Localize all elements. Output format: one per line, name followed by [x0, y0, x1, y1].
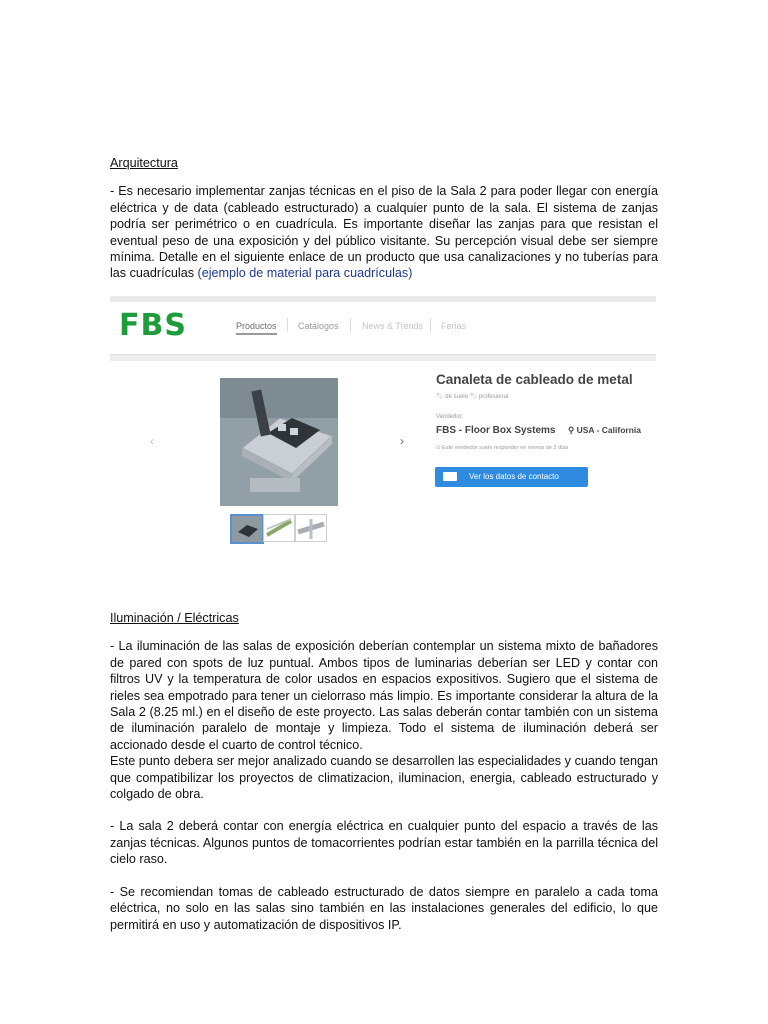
paragraph: Este punto debera ser mejor analizado cuando se desarrollen las especialidades y cuando tengan que compatibilizar los proyectos de climatizacion, iluminacion, energia, cableado estructurado y colgado de obra. — [110, 754, 658, 802]
section-arquitectura — [110, 155, 658, 282]
section-heading: Iluminación / Eléctricas — [110, 611, 239, 625]
next-arrow-icon[interactable]: › — [400, 434, 404, 448]
section-heading: Arquitectura — [110, 156, 178, 170]
nav-divider — [430, 318, 431, 332]
nav-catalogos[interactable]: Catálogos — [298, 321, 339, 331]
product-photo — [220, 378, 338, 506]
response-note: ⊙ Este vendedor suele responder en menos de 3 días — [436, 445, 569, 451]
product-tags[interactable]: 🏷 de suelo 🏷 profesional — [436, 394, 509, 400]
nav-productos[interactable]: Productos — [236, 321, 277, 335]
section-iluminacion — [110, 610, 658, 933]
paragraph — [110, 183, 658, 281]
nav-ferias[interactable]: Ferias — [441, 321, 467, 331]
thumbnail-1[interactable] — [230, 514, 264, 544]
cable-tray-thumb-icon — [264, 515, 294, 541]
site-header — [110, 302, 656, 355]
contact-card-icon — [443, 472, 457, 481]
vendor-location: ⚲ USA - California — [568, 425, 641, 435]
thumbnail-2[interactable] — [263, 514, 295, 542]
embedded-screenshot — [110, 296, 656, 584]
product-card — [110, 361, 656, 584]
floor-box-thumb-icon — [232, 516, 262, 542]
contact-button-label: Ver los datos de contacto — [469, 472, 559, 481]
prev-arrow-icon[interactable]: ‹ — [150, 434, 154, 448]
nav-divider — [287, 318, 288, 332]
paragraph: - Se recomiendan tomas de cableado estructurado de datos siempre en paralelo a cada toma eléctrica, no solo en las salas sino también en las instalaciones generales del edificio, lo que permitirá en uso y automatización de dispositivos IP. — [110, 884, 658, 932]
vendor-label: Vendedor: — [436, 414, 464, 420]
material-example-link[interactable]: (ejemplo de material para cuadrículas) — [197, 266, 413, 281]
floor-box-image — [220, 378, 338, 506]
paragraph-text: - Es necesario implementar zanjas técnicas en el piso de la Sala 2 para poder llegar con energía eléctrica y de data (cableado estructurado) a cualquier punto de la sala. El sistema de zanjas podría ser perimétrico o en cuadrícula. Es importante diseñar las zanjas para que resistan el eventual peso de una exposición y del público visitante. Su percepción visual debe ser siempre mínima. Detalle en el siguiente enlace de un producto que usa canalizaciones y no tuberías para las cuadrículas — [110, 184, 658, 281]
nav-divider — [350, 318, 351, 332]
fbs-logo: FBS — [119, 308, 187, 343]
paragraph: - La sala 2 deberá contar con energía eléctrica en cualquier punto del espacio a través de las zanjas técnicas. Algunos puntos de tomacorrientes podrían estar también en la parrilla técnica del cielo raso. — [110, 819, 658, 867]
channel-thumb-icon — [296, 515, 326, 541]
vendor-name[interactable]: FBS - Floor Box Systems — [436, 425, 556, 436]
nav-news-trends[interactable]: News & Trends — [362, 321, 424, 331]
product-title: Canaleta de cableado de metal — [436, 372, 633, 387]
thumbnail-3[interactable] — [295, 514, 327, 542]
paragraph: - La iluminación de las salas de exposición deberían contemplar un sistema mixto de bañadores de pared con spots de luz puntual. Ambos tipos de luminarias deberían ser LED y contar con filtros UV y la temperatura de color usados en espacios expositivos. Sugiero que el sistema de rieles sea empotrado para tener un cielorraso más limpio. Es importante considerar la altura de la Sala 2 (8.25 ml.) en el diseño de este proyecto. Las salas deberán contar también con un sistema de iluminación paralelo de montaje y limpieza. Todo el sistema de iluminación deberá ser accionado desde el cuarto de control técnico. — [110, 639, 658, 752]
contact-button[interactable] — [435, 467, 588, 487]
